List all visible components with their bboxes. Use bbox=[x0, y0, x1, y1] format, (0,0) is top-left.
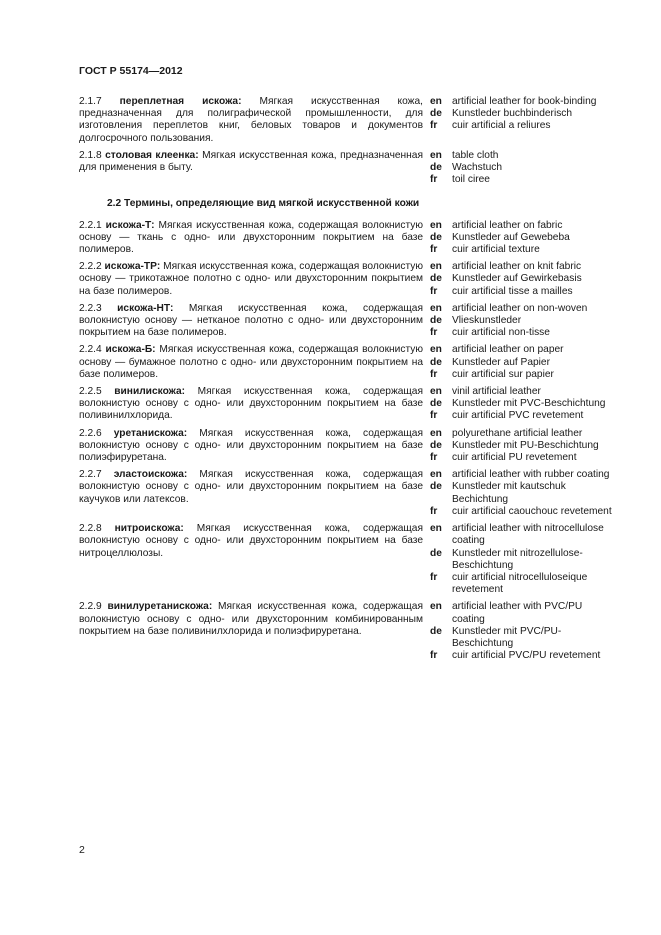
term-definition: Мягкая искусственная кожа, содержащая волокнистую основу — трикотажное полотно с одно- или двухсторонним покрытием на базе полимеров. bbox=[79, 261, 423, 297]
translation-row bbox=[430, 601, 617, 625]
translated-term: artificial leather on paper bbox=[452, 344, 564, 356]
term-entry bbox=[79, 344, 617, 381]
term-number: 2.2.1 bbox=[79, 219, 102, 231]
language-code: de bbox=[430, 439, 442, 451]
translated-term: cuir artificial texture bbox=[452, 244, 540, 256]
translation-row bbox=[430, 273, 617, 285]
language-code: de bbox=[430, 315, 442, 327]
translation-row bbox=[430, 572, 617, 596]
term-entry bbox=[79, 96, 617, 145]
term-definition: Мягкая искусственная кожа, содержащая волокнистую основу с одно- или двухсторонним комбинированным покрытием на базе поливинилхлорида и полиэфируретана. bbox=[79, 601, 423, 637]
language-code: fr bbox=[430, 571, 438, 583]
term-entry bbox=[79, 428, 617, 465]
language-code: en bbox=[430, 344, 442, 356]
translated-term: cuir artificial non-tisse bbox=[452, 327, 550, 339]
translated-term: Kunstleder auf Papier bbox=[452, 356, 550, 368]
translated-term: polyurethane artificial leather bbox=[452, 427, 583, 439]
translation-row bbox=[430, 327, 617, 339]
language-code: en bbox=[430, 386, 442, 398]
term-number: 2.2.7 bbox=[79, 469, 102, 481]
term-number: 2.1.8 bbox=[79, 149, 102, 161]
language-code: fr bbox=[430, 650, 438, 662]
translated-term: Kunstleder mit nitrozellulose-Beschichtung bbox=[452, 547, 583, 571]
term-definition: Мягкая искусственная кожа, содержащая волокнистую основу — нетканое полотно с одно- или двухсторонним покрытием на базе полимеров. bbox=[79, 302, 423, 339]
term-name: искожа-НТ: bbox=[117, 302, 174, 314]
term-number: 2.2.9 bbox=[79, 601, 102, 613]
translation-row bbox=[430, 108, 617, 120]
language-code: de bbox=[430, 108, 442, 120]
term-definition-block bbox=[79, 344, 423, 381]
translated-term: cuir artificial nitrocelluloseique revetement bbox=[452, 571, 588, 596]
section-2-2-title: 2.2 Термины, определяющие вид мягкой искусственной кожи bbox=[107, 198, 420, 210]
term-entry bbox=[79, 261, 617, 298]
language-code: fr bbox=[430, 285, 438, 297]
language-code: en bbox=[430, 96, 442, 107]
translation-row bbox=[430, 344, 617, 356]
translation-row bbox=[430, 162, 617, 174]
language-code: en bbox=[430, 149, 442, 161]
language-code: en bbox=[430, 601, 442, 613]
translations bbox=[430, 344, 617, 381]
translations bbox=[430, 523, 617, 596]
translation-row bbox=[430, 523, 617, 547]
language-code: de bbox=[430, 398, 442, 410]
term-definition-block bbox=[79, 469, 423, 518]
term-definition: Мягкая искусственная кожа, содержащая волокнистую основу с одно- или двухсторонним покрытием на базе нитроцеллюлозы. bbox=[79, 523, 423, 559]
language-code: en bbox=[430, 523, 442, 535]
term-definition-block bbox=[79, 601, 423, 662]
language-code: en bbox=[430, 219, 442, 231]
term-definition-block bbox=[79, 96, 423, 145]
term-definition: Мягкая искусственная кожа, содержащая волокнистую основу с одно- или двухсторонним покрытием на базе поливинилхлорида. bbox=[79, 386, 423, 422]
translation-row bbox=[430, 244, 617, 256]
language-code: fr bbox=[430, 327, 438, 339]
term-entry bbox=[79, 469, 617, 518]
term-definition: Мягкая искусственная кожа, предназначенная для полиграфической промышленности, для изготовления переплетов книг, беловых товаров и документов долгосрочного пользования. bbox=[79, 96, 423, 144]
translation-row bbox=[430, 410, 617, 422]
term-definition: Мягкая искусственная кожа, содержащая волокнистую основу — ткань с одно- или двухсторонним покрытием на базе полимеров. bbox=[79, 219, 423, 256]
translation-row bbox=[430, 398, 617, 410]
language-code: de bbox=[430, 356, 442, 368]
term-definition: Мягкая искусственная кожа, содержащая волокнистую основу с одно- или двухсторонним покрытием на базе каучуков или латексов. bbox=[79, 469, 423, 505]
translated-term: vinil artificial leather bbox=[452, 386, 541, 398]
term-entry bbox=[79, 601, 617, 662]
language-code: en bbox=[430, 427, 442, 439]
language-code: fr bbox=[430, 244, 438, 256]
term-name: винилискожа: bbox=[114, 386, 186, 398]
translations bbox=[430, 428, 617, 465]
term-name: искожа-Т: bbox=[105, 219, 155, 231]
translated-term: artificial leather on fabric bbox=[452, 219, 563, 231]
translation-row bbox=[430, 315, 617, 327]
term-name: столовая клеенка: bbox=[105, 149, 199, 161]
translation-row bbox=[430, 386, 617, 398]
term-name: искожа-ТР: bbox=[104, 261, 161, 273]
language-code: de bbox=[430, 162, 442, 174]
translated-term: Wachstuch bbox=[452, 162, 503, 174]
translations bbox=[430, 469, 617, 518]
language-code: de bbox=[430, 547, 442, 559]
translation-row bbox=[430, 428, 617, 440]
translations bbox=[430, 601, 617, 662]
term-entry bbox=[79, 220, 617, 257]
translation-row bbox=[430, 369, 617, 381]
translated-term: Kunstleder mit PU-Beschichtung bbox=[452, 439, 599, 451]
language-code: fr bbox=[430, 410, 438, 422]
term-definition-block bbox=[79, 523, 423, 596]
translated-term: artificial leather for book-binding bbox=[452, 96, 597, 107]
term-name: уретанискожа: bbox=[113, 427, 188, 439]
translation-row bbox=[430, 96, 617, 108]
translated-term: Kunstleder mit kautschuk Bechichtung bbox=[452, 481, 566, 505]
term-number: 2.2.3 bbox=[79, 302, 102, 314]
translation-row bbox=[430, 626, 617, 650]
translations bbox=[430, 220, 617, 257]
translated-term: cuir artificial PU revetement bbox=[452, 452, 577, 464]
translation-row bbox=[430, 481, 617, 505]
language-code: en bbox=[430, 261, 442, 273]
language-code: fr bbox=[430, 368, 438, 380]
translation-row bbox=[430, 286, 617, 298]
section-2-2-entries bbox=[79, 220, 617, 663]
translated-term: Kunstleder buchbinderisch bbox=[452, 108, 573, 120]
translation-row bbox=[430, 220, 617, 232]
term-definition-block bbox=[79, 150, 423, 187]
language-code: en bbox=[430, 469, 442, 481]
language-code: de bbox=[430, 625, 442, 637]
translation-row bbox=[430, 261, 617, 273]
document-header: ГОСТ Р 55174—2012 bbox=[79, 65, 183, 77]
term-name: нитроискожа: bbox=[114, 523, 184, 535]
term-definition-block bbox=[79, 220, 423, 257]
translated-term: artificial leather with PVC/PU coating bbox=[452, 601, 583, 625]
translated-term: Kunstleder auf Gewebeba bbox=[452, 231, 570, 243]
translated-term: Vlieskunstleder bbox=[452, 315, 522, 327]
translations bbox=[430, 261, 617, 298]
term-number: 2.2.8 bbox=[79, 523, 102, 535]
term-number: 2.2.2 bbox=[79, 261, 102, 273]
language-code: de bbox=[430, 273, 442, 285]
term-number: 2.2.5 bbox=[79, 386, 102, 398]
term-definition-block bbox=[79, 261, 423, 298]
translated-term: cuir artificial tisse a mailles bbox=[452, 285, 573, 297]
translation-row bbox=[430, 452, 617, 464]
term-definition: Мягкая искусственная кожа, содержащая волокнистую основу с одно- или двухсторонним покрытием на базе полиэфируретана. bbox=[79, 427, 423, 464]
translated-term: table cloth bbox=[452, 149, 499, 161]
term-entry bbox=[79, 523, 617, 596]
translation-row bbox=[430, 469, 617, 481]
language-code: de bbox=[430, 231, 442, 243]
term-definition: Мягкая искусственная кожа, содержащая волокнистую основу — бумажное полотно с одно- или двухсторонним покрытием на базе полимеров. bbox=[79, 344, 423, 380]
translated-term: cuir artificial PVC revetement bbox=[452, 410, 584, 422]
language-code: fr bbox=[430, 174, 438, 186]
translation-row bbox=[430, 506, 617, 518]
language-code: fr bbox=[430, 505, 438, 517]
term-definition-block bbox=[79, 386, 423, 423]
translated-term: cuir artificial sur papier bbox=[452, 368, 554, 380]
terms-content bbox=[79, 96, 617, 667]
translated-term: Kunstleder auf Gewirkebasis bbox=[452, 273, 582, 285]
translations bbox=[430, 303, 617, 340]
term-entry bbox=[79, 386, 617, 423]
translated-term: artificial leather on knit fabric bbox=[452, 261, 582, 273]
translated-term: Kunstleder mit PVC-Beschichtung bbox=[452, 398, 606, 410]
term-entry bbox=[79, 303, 617, 340]
term-number: 2.2.4 bbox=[79, 344, 102, 356]
translations bbox=[430, 386, 617, 423]
translation-row bbox=[430, 120, 617, 132]
translation-row bbox=[430, 440, 617, 452]
term-name: винилуретанискожа: bbox=[107, 601, 213, 613]
term-number: 2.1.7 bbox=[79, 96, 102, 107]
translation-row bbox=[430, 357, 617, 369]
translation-row bbox=[430, 548, 617, 572]
translated-term: toil ciree bbox=[452, 174, 490, 186]
term-name: эластоискожа: bbox=[113, 469, 188, 481]
translated-term: cuir artificial caouchouc revetement bbox=[452, 505, 612, 517]
term-definition-block bbox=[79, 303, 423, 340]
translated-term: artificial leather with nitrocellulose coating bbox=[452, 523, 604, 547]
translated-term: Kunstleder mit PVC/PU-Beschichtung bbox=[452, 625, 562, 649]
term-number: 2.2.6 bbox=[79, 427, 102, 439]
section-2-1-entries bbox=[79, 96, 617, 186]
translation-row bbox=[430, 150, 617, 162]
translated-term: artificial leather with rubber coating bbox=[452, 469, 610, 481]
language-code: fr bbox=[430, 120, 438, 132]
term-definition-block bbox=[79, 428, 423, 465]
translation-row bbox=[430, 232, 617, 244]
translations bbox=[430, 96, 617, 145]
translation-row bbox=[430, 174, 617, 186]
translated-term: cuir artificial PVC/PU revetement bbox=[452, 650, 601, 662]
translated-term: cuir artificial a reliures bbox=[452, 120, 551, 132]
translations bbox=[430, 150, 617, 187]
language-code: de bbox=[430, 481, 442, 493]
term-name: переплетная искожа: bbox=[119, 96, 242, 107]
language-code: en bbox=[430, 302, 442, 314]
language-code: fr bbox=[430, 452, 438, 464]
translated-term: artificial leather on non-woven bbox=[452, 302, 588, 314]
translation-row bbox=[430, 303, 617, 315]
translation-row bbox=[430, 650, 617, 662]
term-entry bbox=[79, 150, 617, 187]
term-definition: Мягкая искусственная кожа, предназначенная для применения в быту. bbox=[79, 149, 423, 174]
term-name: искожа-Б: bbox=[105, 344, 156, 356]
page-number: 2 bbox=[79, 844, 85, 856]
